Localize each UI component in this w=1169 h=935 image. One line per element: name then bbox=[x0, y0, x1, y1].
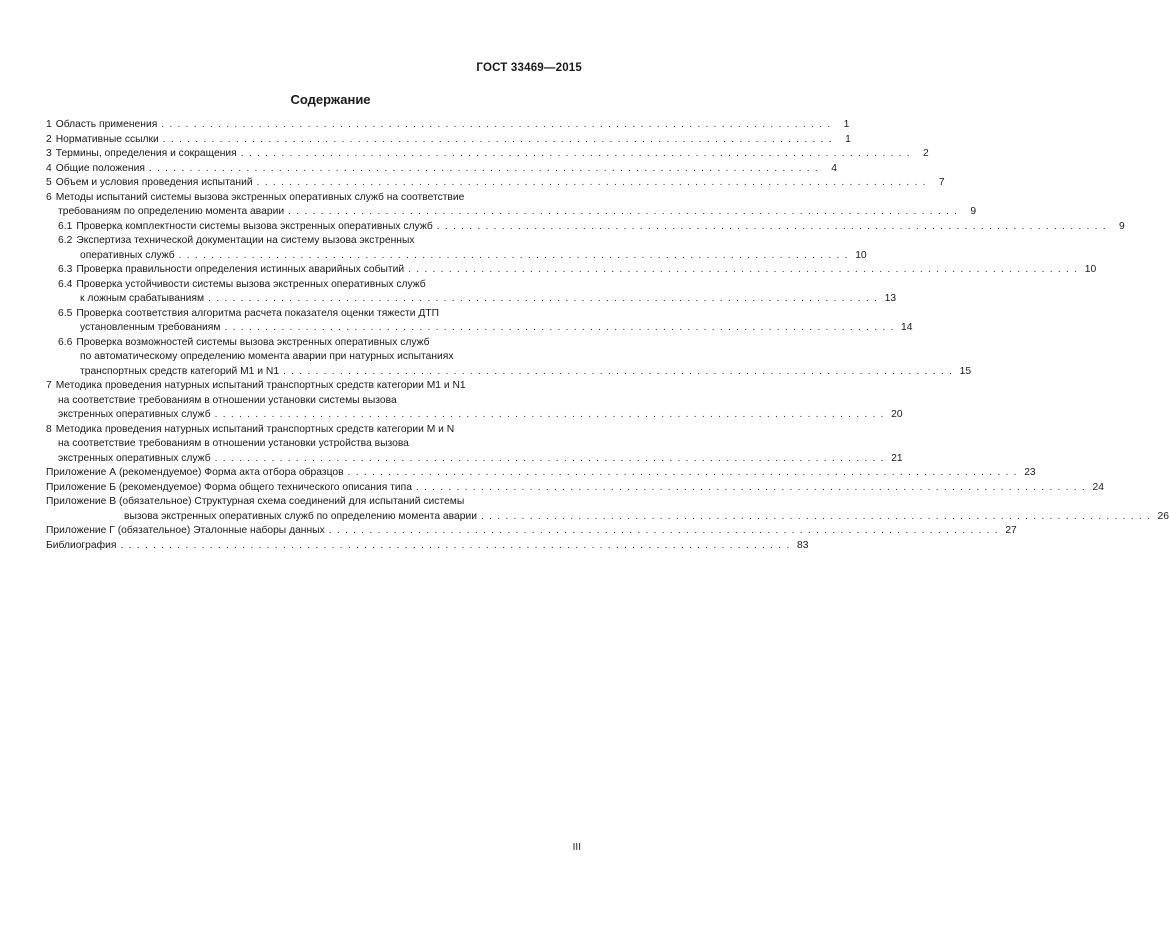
toc-entry-title: Экспертиза технической документации на систему вызова экстренных bbox=[76, 235, 415, 246]
toc-entry-line bbox=[46, 452, 903, 467]
toc-entry-title: Проверка соответствия алгоритма расчета показателя оценки тяжести ДТП bbox=[76, 307, 440, 319]
toc-entry-line bbox=[46, 205, 977, 220]
toc-entry[interactable] bbox=[46, 191, 977, 220]
toc-entry-line bbox=[46, 437, 582, 452]
toc-entry-title: Методика проведения натурных испытаний транспортных средств категории М1 и N1 bbox=[55, 380, 466, 391]
toc-page-number: 7 bbox=[938, 177, 945, 188]
toc-entry-title: Термины, определения и сокращения bbox=[55, 148, 237, 159]
toc-entry-title: Проверка возможностей системы вызова экстренных оперативных служб bbox=[76, 336, 430, 348]
toc-entry-number: 6.3 bbox=[58, 264, 73, 275]
toc-entry-title-continued: на соответствие требованиям в отношении установки устройства вызова bbox=[58, 438, 409, 449]
toc-entry-line bbox=[46, 408, 903, 423]
toc-page-number: 24 bbox=[1092, 481, 1104, 493]
toc-entry-line bbox=[58, 292, 897, 307]
toc-page-number: 21 bbox=[891, 452, 903, 464]
toc-entry-line bbox=[46, 176, 945, 191]
toc-entry-title-continued: экстренных оперативных служб bbox=[58, 409, 211, 420]
toc-entry[interactable] bbox=[46, 220, 1125, 235]
toc-entry-number: 3 bbox=[46, 148, 52, 159]
toc-entry-title: Методы испытаний системы вызова экстренных оперативных служб на соответствие bbox=[55, 191, 465, 203]
toc-entry[interactable] bbox=[46, 466, 1036, 481]
toc-entry-line bbox=[46, 191, 582, 206]
toc-entry-title: Область применения bbox=[55, 119, 158, 130]
toc-leader-dots: . . . . . . . . . . . . . . . . . . . . . . . . . . . . . . . . . . . . . . . . . . . . . . . . . . . . . . . . . . . . . . . . . . . . . . . . . . . . . . . . . . . bbox=[408, 264, 1079, 275]
toc-page-number: 13 bbox=[884, 293, 897, 304]
page-number: III bbox=[572, 842, 581, 853]
toc-entry[interactable] bbox=[46, 176, 945, 191]
toc-page-number: 20 bbox=[891, 409, 903, 420]
toc-entry[interactable] bbox=[46, 147, 929, 162]
toc-entry[interactable] bbox=[46, 336, 972, 380]
toc-entry-line bbox=[46, 524, 1017, 539]
toc-entry-line bbox=[46, 394, 582, 409]
toc-entry-title: Приложение А (рекомендуемое) Форма акта отбора образцов bbox=[46, 467, 344, 478]
toc-entry[interactable] bbox=[46, 481, 1104, 496]
toc-entry-line bbox=[46, 423, 582, 438]
toc-entry-title-continued: требованиям по определению момента аварии bbox=[58, 206, 285, 217]
toc-entry-line bbox=[46, 495, 582, 510]
toc-page-number: 15 bbox=[959, 365, 972, 377]
toc-leader-dots: . . . . . . . . . . . . . . . . . . . . . . . . . . . . . . . . . . . . . . . . . . . . . . . . . . . . . . . . . . . . . . . . . . . . . . . . . . . . . . . . . . . bbox=[347, 467, 1018, 478]
toc-page-number: 1 bbox=[845, 133, 851, 145]
toc-entry[interactable] bbox=[46, 234, 867, 263]
toc-leader-dots: . . . . . . . . . . . . . . . . . . . . . . . . . . . . . . . . . . . . . . . . . . . . . . . . . . . . . . . . . . . . . . . . . . . . . . . . . . . . . . . . . . . bbox=[214, 452, 885, 464]
toc-entry-title: Методика проведения натурных испытаний транспортных средств категории М и N bbox=[55, 423, 455, 435]
toc-entry-line bbox=[58, 350, 582, 365]
toc-entry-title-continued: по автоматическому определению момента аварии при натурных испытаниях bbox=[80, 351, 454, 362]
toc-entry-line bbox=[58, 307, 582, 322]
toc-leader-dots: . . . . . . . . . . . . . . . . . . . . . . . . . . . . . . . . . . . . . . . . . . . . . . . . . . . . . . . . . . . . . . . . . . . . . . . . . . . . . . . . . . . bbox=[415, 481, 1086, 493]
toc-leader-dots: . . . . . . . . . . . . . . . . . . . . . . . . . . . . . . . . . . . . . . . . . . . . . . . . . . . . . . . . . . . . . . . . . . . . . . . . . . . . . . . . . . . bbox=[148, 162, 819, 174]
toc-leader-dots: . . . . . . . . . . . . . . . . . . . . . . . . . . . . . . . . . . . . . . . . . . . . . . . . . . . . . . . . . . . . . . . . . . . . . . . . . . . . . . . . . . . bbox=[208, 293, 879, 304]
toc-page-number: 4 bbox=[831, 162, 837, 174]
toc-entry-line bbox=[58, 321, 913, 336]
toc-entry-line bbox=[46, 510, 1169, 525]
toc-entry-title: Приложение В (обязательное) Структурная схема соединений для испытаний системы bbox=[46, 496, 465, 507]
toc-page-number: 83 bbox=[797, 539, 809, 551]
toc-page-number: 9 bbox=[1119, 220, 1125, 232]
toc-page-number: 2 bbox=[923, 148, 929, 159]
toc-leader-dots: . . . . . . . . . . . . . . . . . . . . . . . . . . . . . . . . . . . . . . . . . . . . . . . . . . . . . . . . . . . . . . . . . . . . . . . . . . . . . . . . . . . bbox=[178, 249, 849, 261]
toc-entry-title: Приложение Б (рекомендуемое) Форма общего технического описания типа bbox=[46, 481, 412, 493]
toc-entry-number: 6.2 bbox=[58, 235, 73, 246]
toc-entry-title: Проверка комплектности системы вызова экстренных оперативных служб bbox=[76, 220, 433, 232]
toc-entry[interactable] bbox=[46, 162, 837, 177]
toc-page-number: 9 bbox=[970, 206, 977, 217]
toc-entry-number: 5 bbox=[46, 177, 52, 188]
toc-page-number: 27 bbox=[1005, 525, 1017, 536]
toc-entry-number: 6.4 bbox=[58, 278, 73, 290]
toc-entry[interactable] bbox=[46, 278, 897, 307]
toc-entry-title: Объем и условия проведения испытаний bbox=[55, 177, 253, 188]
toc-entry-line bbox=[46, 162, 837, 177]
toc-entry-title-continued: вызова экстренных оперативных служб по определению момента аварии bbox=[124, 510, 477, 522]
toc-entry-number: 6.1 bbox=[58, 220, 73, 232]
toc-entry[interactable] bbox=[46, 263, 1097, 278]
toc-entry-title-continued: оперативных служб bbox=[80, 249, 175, 261]
toc-entry-number: 2 bbox=[46, 133, 52, 145]
toc-entry-title: Библиография bbox=[46, 539, 117, 551]
toc-leader-dots: . . . . . . . . . . . . . . . . . . . . . . . . . . . . . . . . . . . . . . . . . . . . . . . . . . . . . . . . . . . . . . . . . . . . . . . . . . . . . . . . . . . bbox=[120, 539, 791, 551]
toc-entry[interactable] bbox=[46, 495, 1169, 524]
toc-entry-title-continued: транспортных средств категорий М1 и N1 bbox=[80, 365, 280, 377]
toc-leader-dots: . . . . . . . . . . . . . . . . . . . . . . . . . . . . . . . . . . . . . . . . . . . . . . . . . . . . . . . . . . . . . . . . . . . . . . . . . . . . . . . . . . . bbox=[328, 525, 999, 536]
toc-entry-line bbox=[58, 220, 1125, 235]
toc-page-number: 10 bbox=[1084, 264, 1097, 275]
toc-entry-title-continued: установленным требованиям bbox=[80, 322, 221, 333]
document-code: ГОСТ 33469—2015 bbox=[476, 62, 582, 74]
toc-leader-dots: . . . . . . . . . . . . . . . . . . . . . . . . . . . . . . . . . . . . . . . . . . . . . . . . . . . . . . . . . . . . . . . . . . . . . . . . . . . . . . . . . . . bbox=[161, 119, 832, 130]
toc-entry-number: 4 bbox=[46, 162, 52, 174]
toc-entry-line bbox=[58, 263, 1097, 278]
toc-page-number: 26 bbox=[1157, 510, 1169, 522]
toc-entry-line bbox=[46, 133, 851, 148]
toc-entry[interactable] bbox=[46, 307, 913, 336]
toc-entry-number: 8 bbox=[46, 423, 52, 435]
toc-entry-line bbox=[46, 481, 1104, 496]
toc-entry-number: 6.6 bbox=[58, 336, 73, 348]
table-of-contents bbox=[46, 118, 1169, 553]
toc-entry[interactable] bbox=[46, 524, 1017, 539]
toc-entry-line bbox=[46, 466, 1036, 481]
toc-entry-line bbox=[46, 539, 809, 554]
toc-entry-line bbox=[46, 147, 929, 162]
toc-entry-title: Приложение Г (обязательное) Эталонные наборы данных bbox=[46, 525, 325, 536]
toc-entry[interactable] bbox=[46, 423, 903, 467]
toc-leader-dots: . . . . . . . . . . . . . . . . . . . . . . . . . . . . . . . . . . . . . . . . . . . . . . . . . . . . . . . . . . . . . . . . . . . . . . . . . . . . . . . . . . . bbox=[214, 409, 885, 420]
toc-leader-dots: . . . . . . . . . . . . . . . . . . . . . . . . . . . . . . . . . . . . . . . . . . . . . . . . . . . . . . . . . . . . . . . . . . . . . . . . . . . . . . . . . . . bbox=[480, 510, 1152, 522]
toc-entry[interactable] bbox=[46, 133, 851, 148]
toc-leader-dots: . . . . . . . . . . . . . . . . . . . . . . . . . . . . . . . . . . . . . . . . . . . . . . . . . . . . . . . . . . . . . . . . . . . . . . . . . . . . . . . . . . . bbox=[224, 322, 895, 333]
toc-entry-number: 1 bbox=[46, 119, 52, 130]
toc-entry[interactable] bbox=[46, 118, 850, 133]
toc-entry-line bbox=[58, 234, 582, 249]
toc-page-number: 1 bbox=[843, 119, 850, 130]
toc-page-number: 10 bbox=[855, 249, 867, 261]
toc-entry-number: 7 bbox=[46, 380, 52, 391]
toc-entry-title-continued: на соответствие требованиям в отношении установки системы вызова bbox=[58, 394, 397, 406]
toc-leader-dots: . . . . . . . . . . . . . . . . . . . . . . . . . . . . . . . . . . . . . . . . . . . . . . . . . . . . . . . . . . . . . . . . . . . . . . . . . . . . . . . . . . . bbox=[288, 206, 959, 217]
toc-entry[interactable] bbox=[46, 539, 809, 554]
toc-entry[interactable] bbox=[46, 379, 903, 423]
toc-leader-dots: . . . . . . . . . . . . . . . . . . . . . . . . . . . . . . . . . . . . . . . . . . . . . . . . . . . . . . . . . . . . . . . . . . . . . . . . . . . . . . . . . . . bbox=[256, 177, 927, 188]
toc-entry-line bbox=[58, 365, 972, 380]
page-title: Содержание bbox=[290, 92, 371, 107]
toc-leader-dots: . . . . . . . . . . . . . . . . . . . . . . . . . . . . . . . . . . . . . . . . . . . . . . . . . . . . . . . . . . . . . . . . . . . . . . . . . . . . . . . . . . . bbox=[162, 133, 833, 145]
toc-entry-line bbox=[46, 118, 850, 133]
toc-leader-dots: . . . . . . . . . . . . . . . . . . . . . . . . . . . . . . . . . . . . . . . . . . . . . . . . . . . . . . . . . . . . . . . . . . . . . . . . . . . . . . . . . . . bbox=[436, 220, 1107, 232]
toc-entry-title-continued: к ложным срабатываниям bbox=[80, 293, 205, 304]
toc-entry-number: 6 bbox=[46, 191, 52, 203]
toc-leader-dots: . . . . . . . . . . . . . . . . . . . . . . . . . . . . . . . . . . . . . . . . . . . . . . . . . . . . . . . . . . . . . . . . . . . . . . . . . . . . . . . . . . . bbox=[283, 365, 954, 377]
toc-entry-line bbox=[58, 278, 582, 293]
toc-entry-line bbox=[58, 336, 582, 351]
toc-leader-dots: . . . . . . . . . . . . . . . . . . . . . . . . . . . . . . . . . . . . . . . . . . . . . . . . . . . . . . . . . . . . . . . . . . . . . . . . . . . . . . . . . . . bbox=[240, 148, 911, 159]
toc-page-number: 14 bbox=[901, 322, 913, 333]
toc-entry-title: Проверка устойчивости системы вызова экстренных оперативных служб bbox=[76, 278, 426, 290]
toc-entry-title: Проверка правильности определения истинных аварийных событий bbox=[76, 264, 405, 275]
toc-entry-title: Нормативные ссылки bbox=[55, 133, 159, 145]
toc-entry-number: 6.5 bbox=[58, 307, 73, 319]
toc-entry-line bbox=[58, 249, 867, 264]
toc-entry-title: Общие положения bbox=[55, 162, 145, 174]
toc-entry-line bbox=[46, 379, 582, 394]
toc-entry-title-continued: экстренных оперативных служб bbox=[58, 452, 211, 464]
toc-page-number: 23 bbox=[1024, 467, 1036, 478]
